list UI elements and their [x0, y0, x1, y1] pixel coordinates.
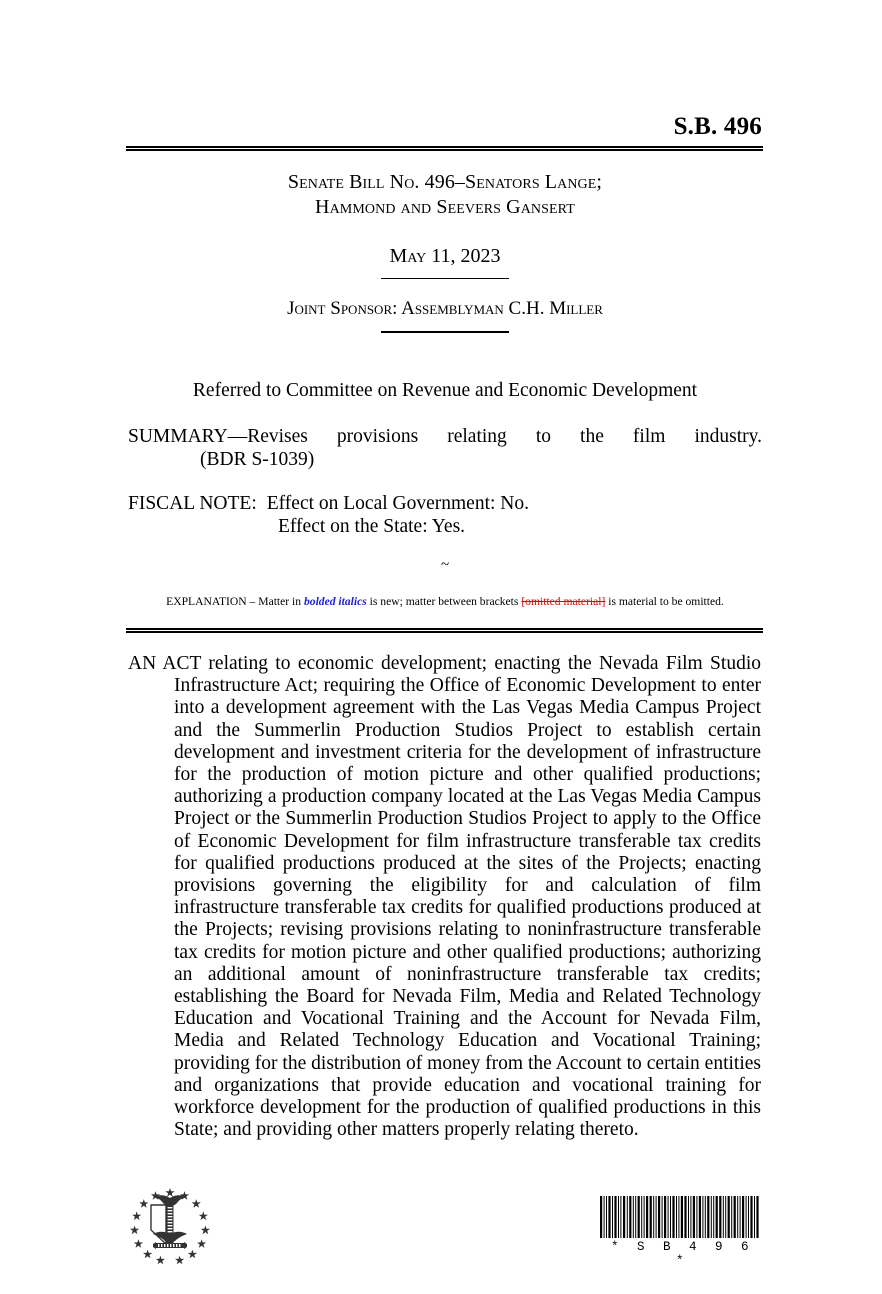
summary-bdr: (BDR S-1039) [200, 449, 315, 470]
divider-rule-1 [381, 278, 509, 279]
summary-text: SUMMARY—Revises provisions relating to the film industry. [128, 426, 762, 447]
fiscal-note-state: Effect on the State: Yes. [278, 516, 466, 537]
joint-sponsor: Joint Sponsor: Assemblyman C.H. Miller [287, 298, 603, 320]
header-double-rule [126, 146, 763, 151]
divider-rule-2 [381, 331, 509, 332]
summary-block [128, 425, 762, 471]
act-body [128, 653, 761, 1141]
nevada-state-seal-icon [128, 1186, 212, 1264]
barcode-label: * S B 4 9 6 * [610, 1240, 754, 1268]
explanation-new-material: bolded italics [303, 595, 367, 608]
tilde-separator: ~ [440, 557, 450, 573]
explanation-omitted-material: [omitted material] [521, 595, 606, 608]
bill-barcode [598, 1196, 762, 1268]
bill-date: May 11, 2023 [389, 245, 501, 267]
committee-referral: Referred to Committee on Revenue and Economic Development [192, 380, 698, 401]
body-double-rule [126, 628, 763, 633]
bill-header [128, 170, 762, 333]
explanation-suffix: is material to be omitted. [605, 595, 724, 608]
fiscal-note-first-row [128, 492, 762, 515]
act-text: AN ACT relating to economic development; enacting the Nevada Film Studio Infrastructure Act; requiring the Office of Economic Development to enter into a development agreement with the Las Vegas Media Campus Project and the Summerlin Production Studios Project to establish certain development and investment criteria for the development of infrastructure for the production of motion picture and other qualified productions; authorizing a production company located at the Las Vegas Media Campus Project or the Summerlin Production Studios Project to apply to the Office of Economic Development for film infrastructure transferable tax credits for qualified productions produced at the sites of the Projects; enacting provisions governing the eligibility for and calculation of film infrastructure transferable tax credits for qualified productions produced at the Projects; revising provisions relating to noninfrastructure transferable tax credits for motion picture and other qualified productions; authorizing an additional amount of noninfrastructure transferable tax credits; establishing the Board for Nevada Film, Media and Related Technology Education and Vocational Training and the Account for Nevada Film, Media and Related Technology Education and Vocational Training; providing for the distribution of money from the Account to certain entities and organizations that provide education and vocational training for workforce development for the production of qualified productions in this State; and providing other matters properly relating thereto. [128, 653, 761, 1141]
bill-title-line-1: Senate Bill No. 496–Senators Lange; [287, 171, 603, 193]
explanation-note [134, 594, 756, 609]
bill-number-row [128, 114, 762, 139]
fiscal-note-label: FISCAL NOTE: [128, 493, 257, 514]
bill-number: S.B. 496 [673, 113, 762, 140]
fiscal-note-block [128, 492, 762, 538]
explanation-middle: is new; matter between brackets [366, 595, 522, 608]
fiscal-note-local: Effect on Local Government: No. [266, 493, 530, 514]
barcode-bars [598, 1196, 762, 1238]
explanation-prefix: EXPLANATION – Matter in [166, 595, 304, 608]
bill-title-line-2: Hammond and Seevers Gansert [315, 196, 575, 218]
